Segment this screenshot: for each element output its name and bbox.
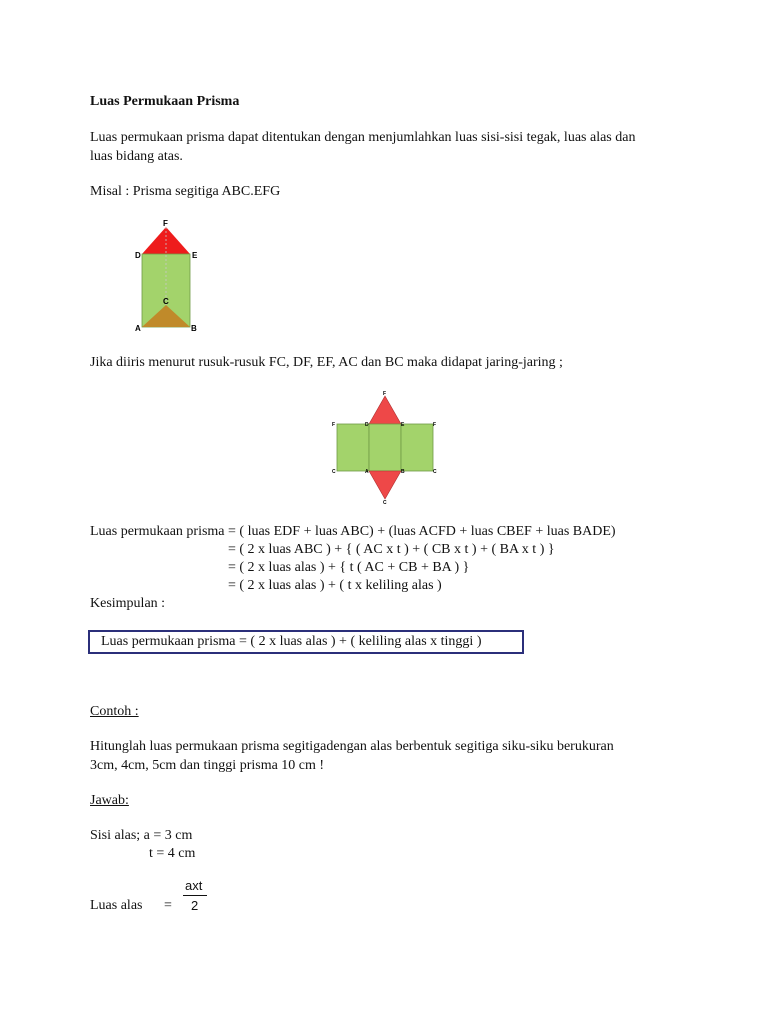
fraction-bar (183, 895, 207, 896)
intro-line-2: luas bidang atas. (90, 149, 183, 164)
net-label-E: E (401, 422, 405, 428)
t-line: t = 4 cm (149, 846, 196, 861)
conclusion-text: Luas permukaan prisma = ( 2 x luas alas ) + ( keliling alas x tinggi ) (101, 634, 482, 649)
fraction-numerator: axt (185, 878, 203, 893)
luas-alas-label: Luas alas (90, 898, 143, 913)
prism-figure (128, 215, 208, 337)
problem-line-2: 3cm, 4cm, 5cm dan tinggi prisma 10 cm ! (90, 758, 325, 773)
net-label-left-C: C (332, 469, 336, 475)
problem-line-1: Hitunglah luas permukaan prisma segitigadengan alas berbentuk segitiga siku-siku berukuran (90, 739, 614, 754)
formula-line-3: = ( 2 x luas alas ) + { t ( AC + CB + BA ) } (228, 560, 470, 575)
net-label-left-F: F (332, 422, 336, 428)
net-label-right-F: F (433, 422, 437, 428)
misal-text: Misal : Prisma segitiga ABC.EFG (90, 184, 281, 199)
label-D: D (135, 251, 141, 260)
net-bottom-triangle (369, 471, 401, 499)
formula-line-2: = ( 2 x luas ABC ) + { ( AC x t ) + ( CB x t ) + ( BA x t ) } (228, 542, 555, 557)
sisi-alas-line: Sisi alas; a = 3 cm (90, 828, 193, 843)
net-label-right-C: C (433, 469, 437, 475)
net-label-A: A (365, 469, 369, 475)
label-F: F (163, 219, 168, 228)
net-top-triangle (369, 396, 401, 424)
label-A: A (135, 324, 141, 333)
label-E: E (192, 251, 198, 260)
intro-line-1: Luas permukaan prisma dapat ditentukan dengan menjumlahkan luas sisi-sisi tegak, luas alas dan (90, 130, 636, 145)
fraction-denominator: 2 (191, 898, 199, 913)
jika-text: Jika diiris menurut rusuk-rusuk FC, DF, EF, AC dan BC maka didapat jaring-jaring ; (90, 355, 563, 370)
net-rect-middle (369, 424, 401, 471)
equals-sign: = (164, 898, 172, 913)
page-title: Luas Permukaan Prisma (90, 94, 240, 109)
net-figure (330, 388, 440, 504)
jawab-label: Jawab: (90, 793, 129, 808)
net-label-D: D (365, 422, 369, 428)
label-B: B (191, 324, 197, 333)
net-label-B: B (401, 469, 405, 475)
label-C: C (163, 297, 169, 306)
contoh-label: Contoh : (90, 704, 139, 719)
formula-line-1: Luas permukaan prisma = ( luas EDF + luas ABC) + (luas ACFD + luas CBEF + luas BADE) (90, 524, 616, 539)
net-rect-left (337, 424, 369, 471)
net-rect-right (401, 424, 433, 471)
kesimpulan-label: Kesimpulan : (90, 596, 166, 611)
net-label-bottom-C: C (383, 500, 387, 504)
net-label-top-F: F (383, 391, 387, 397)
formula-line-4: = ( 2 x luas alas ) + ( t x keliling alas ) (228, 578, 442, 593)
